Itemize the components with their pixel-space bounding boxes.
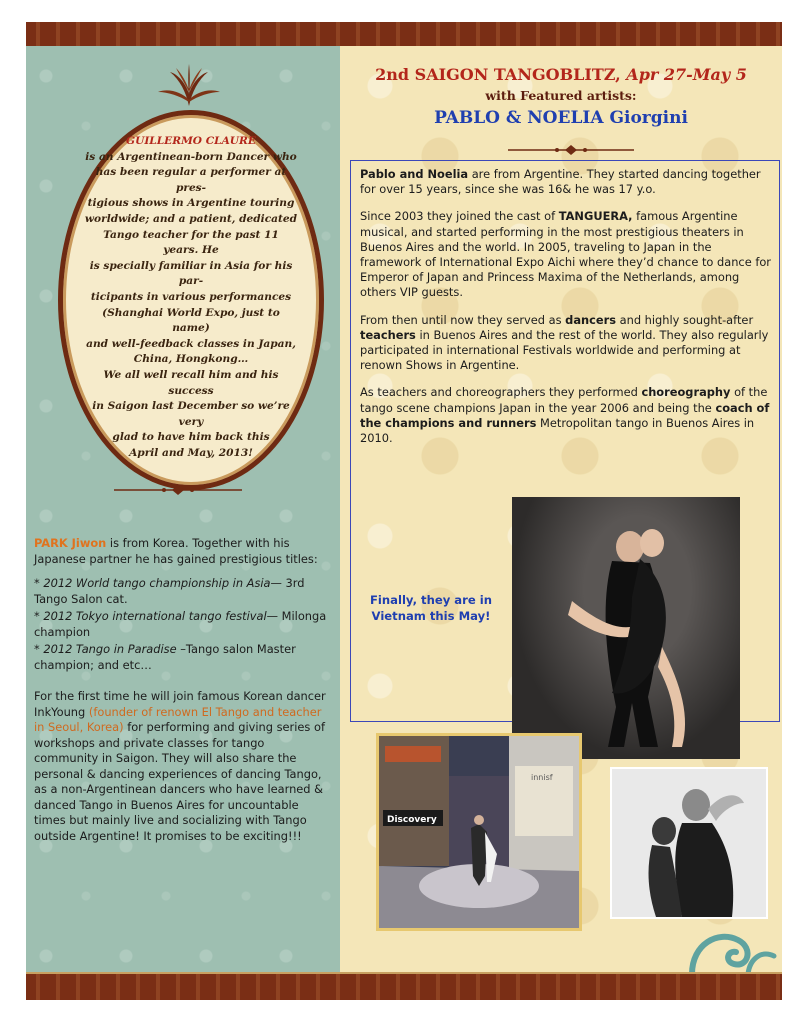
event-dates: Apr 27-May 5 — [626, 65, 747, 84]
featured-label: with Featured artists: — [485, 88, 637, 103]
street-sign: Discovery — [387, 815, 437, 825]
park-para-text: For the first time he will join famous Korean dancer InkYoung — [34, 689, 326, 719]
event-title — [340, 64, 782, 86]
swirl-ornament-icon — [688, 924, 778, 976]
event-name: 2nd SAIGON TANGOBLITZ, — [375, 65, 621, 84]
park-title-prefix: * — [34, 609, 44, 623]
guillermo-line: (Shanghai World Expo, just to name) — [102, 306, 280, 335]
guillermo-bio — [84, 134, 298, 461]
guillermo-line: in Saigon last December so we’re very — [92, 400, 290, 428]
bio-text: famous Argentine musical, and started performing in the most prestigious theaters in Buenos Aires and the world. In 2005, traveling to Japan in the framework of International Expo Aichi where they’d chance to dance for Emperor of Japan and Princess Maxima of the Netherlands, among others VIP guests. — [360, 209, 771, 300]
bio-bold: coach of the champions and runners — [360, 400, 770, 430]
park-intro — [34, 536, 330, 567]
event-header — [340, 64, 782, 130]
bio-paragraph — [360, 385, 772, 446]
park-title-prefix: * — [34, 576, 44, 590]
left-divider-ornament-icon — [112, 484, 244, 496]
guillermo-line: is specially familiar in Asia for his par- — [89, 259, 293, 288]
guillermo-line: Tango teacher for the past 11 years. He — [103, 228, 279, 257]
right-divider-ornament-icon — [506, 144, 636, 156]
top-decorative-band — [26, 22, 782, 46]
bio-paragraph — [360, 209, 772, 300]
park-title-italic: 2012 Tokyo international tango festival — [43, 609, 267, 623]
bottom-decorative-band — [26, 974, 782, 1000]
park-title — [34, 609, 330, 640]
park-para-highlight: (founder of renown El Tango and teacher in Seoul, Korea) — [34, 704, 322, 734]
pablo-noelia-photo — [512, 497, 740, 759]
guillermo-name: GUILLERMO CLAURE — [126, 135, 256, 147]
park-paragraph — [34, 689, 330, 844]
pablo-noelia-bio — [360, 167, 772, 458]
guillermo-line: tigious shows in Argentine touring — [87, 197, 295, 210]
guillermo-line: ticipants in various performances — [90, 290, 292, 303]
bio-bold: teachers — [360, 327, 416, 342]
park-title-rest: — Milonga champion — [34, 609, 327, 639]
park-title — [34, 576, 330, 607]
bio-text: of the tango scene champions Japan in the year 2006 and being the — [360, 385, 768, 415]
bio-text: and highly sought-after — [616, 312, 754, 327]
leaf-ornament-icon — [156, 62, 222, 108]
bio-bold: dancers — [565, 312, 616, 327]
bio-text: are from Argentine. They started dancing together for over 15 years, since she was 16& he was 17 y.o. — [360, 167, 761, 197]
bio-text: Since 2003 they joined the cast of — [360, 209, 559, 224]
park-title — [34, 642, 330, 673]
finally-callout: Finally, they are in Vietnam this May! — [370, 593, 492, 623]
guillermo-line: April and May, 2013! — [129, 446, 253, 459]
bio-text: in Buenos Aires and the rest of the world. They also regularly participated in international Festivals worldwide and performing at renown Shows in Argentine. — [360, 327, 769, 373]
street-dance-photo — [376, 733, 582, 931]
guillermo-line: and well-feedback classes in Japan, — [86, 337, 296, 350]
bio-text: From then until now they served as — [360, 312, 566, 327]
featured-artists: PABLO & NOELIA Giorgini — [434, 108, 688, 128]
park-title-rest: –Tango salon Master champion; and etc… — [34, 642, 296, 672]
guillermo-line: We all well recall him and his success — [103, 368, 279, 397]
park-intro-text: is from Korea. Together with his Japanese partner he has gained prestigious titles: — [34, 536, 318, 566]
park-title-prefix: * — [34, 642, 44, 656]
guillermo-line: is an Argentinean-born Dancer who — [85, 150, 297, 163]
bio-text: Metropolitan tango in Buenos Aires in 2010. — [360, 415, 755, 446]
park-para-text: for performing and giving series of workshops and private classes for tango community in Saigon. They will also share the personal & dancing experiences of dancing Tango, as a non-Argentinean dancers who have learned & danced Tango in Buenos Aires for uncountable times but mainly live and socializing with Tango outside Argentine! It promises to be exciting!!! — [34, 720, 325, 843]
park-jiwon-section — [34, 536, 330, 853]
bio-text: As teachers and choreographers they performed — [360, 385, 642, 400]
guillermo-line: China, Hongkong… — [133, 353, 249, 366]
bio-bold: choreography — [641, 385, 731, 400]
bio-paragraph — [360, 167, 772, 197]
guillermo-line: has been regular a performer at pres- — [95, 166, 287, 194]
park-title-italic: 2012 Tango in Paradise — [43, 642, 177, 656]
park-jiwon-couple-photo — [610, 767, 768, 919]
bio-bold: Pablo and Noelia — [360, 167, 469, 181]
park-title-rest: — 3rd Tango Salon cat. — [34, 576, 305, 606]
store-sign: innisf — [531, 773, 553, 782]
bio-bold: TANGUERA, — [558, 209, 633, 224]
park-name: PARK Jiwon — [34, 536, 107, 550]
park-title-italic: 2012 World tango championship in Asia — [43, 576, 271, 590]
guillermo-line: glad to have him back this — [112, 431, 270, 444]
bio-paragraph — [360, 313, 772, 374]
guillermo-line: worldwide; and a patient, dedicated — [84, 212, 298, 225]
